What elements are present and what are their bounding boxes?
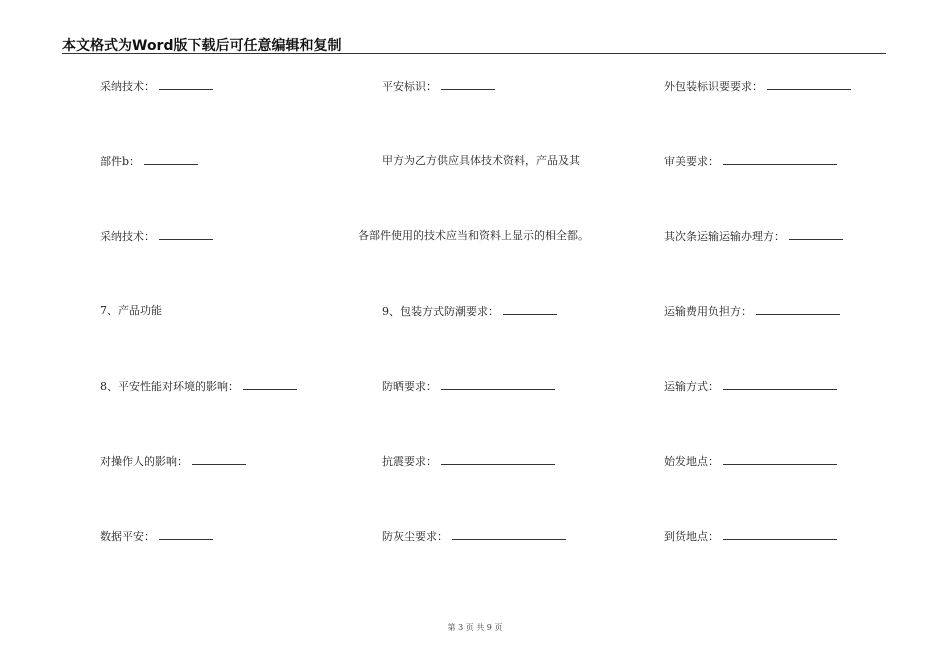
field-adopted-technology — [100, 79, 213, 94]
field-label: 到货地点： — [664, 530, 719, 543]
field-label: 对操作人的影响： — [100, 455, 188, 468]
field-outer-packaging-marking — [664, 79, 851, 94]
fill-in-blank — [192, 454, 246, 465]
fill-in-blank — [441, 454, 555, 465]
fill-in-blank — [723, 379, 837, 390]
header-divider — [62, 53, 886, 54]
field-label: 其次条运输运输办理方： — [664, 230, 785, 243]
fill-in-blank — [767, 79, 851, 90]
field-data-safety — [100, 529, 213, 544]
fill-in-blank — [144, 154, 198, 165]
field-label: 部件b： — [100, 155, 141, 168]
field-label: 9、包装方式防潮要求： — [382, 305, 499, 318]
field-label: 采纳技术： — [100, 230, 155, 243]
fill-in-blank — [723, 529, 837, 540]
fill-in-blank — [441, 79, 495, 90]
field-label: 平安标识： — [382, 80, 437, 93]
field-shockproof — [382, 454, 555, 469]
fill-in-blank — [441, 379, 555, 390]
field-transport-cost-bearer — [664, 304, 840, 319]
field-sun-protection — [382, 379, 555, 394]
field-label: 审美要求： — [664, 155, 719, 168]
field-label: 抗震要求： — [382, 455, 437, 468]
fill-in-blank — [243, 379, 297, 390]
field-origin-location — [664, 454, 837, 469]
field-label: 数据平安： — [100, 530, 155, 543]
section-heading: 7、产品功能 — [100, 304, 162, 317]
field-label: 防晒要求： — [382, 380, 437, 393]
text-components-technology — [358, 229, 589, 243]
fill-in-blank — [159, 229, 213, 240]
field-label: 8、平安性能对环境的影响： — [100, 380, 239, 393]
field-safety-marking — [382, 79, 495, 94]
field-transport-method — [664, 379, 837, 394]
field-label: 外包装标识要要求： — [664, 80, 763, 93]
field-transport-handler — [664, 229, 843, 244]
field-operator-impact — [100, 454, 246, 469]
paragraph-text: 各部件使用的技术应当和资料上显示的相全都。 — [358, 229, 589, 242]
heading-product-function — [100, 304, 162, 318]
field-environmental-impact — [100, 379, 297, 394]
field-label: 防灰尘要求： — [382, 530, 448, 543]
field-label: 采纳技术： — [100, 80, 155, 93]
document-header-title: 本文格式为Word版下载后可任意编辑和复制 — [62, 38, 342, 54]
field-component-b — [100, 154, 198, 169]
field-label: 始发地点： — [664, 455, 719, 468]
field-destination-location — [664, 529, 837, 544]
fill-in-blank — [503, 304, 557, 315]
field-aesthetic-requirement — [664, 154, 837, 169]
fill-in-blank — [723, 454, 837, 465]
field-dustproof — [382, 529, 566, 544]
field-label: 运输方式： — [664, 380, 719, 393]
fill-in-blank — [452, 529, 566, 540]
fill-in-blank — [159, 79, 213, 90]
field-adopted-technology-2 — [100, 229, 213, 244]
field-label: 运输费用负担方： — [664, 305, 752, 318]
fill-in-blank — [723, 154, 837, 165]
text-party-a-provides-info — [382, 154, 580, 168]
fill-in-blank — [789, 229, 843, 240]
fill-in-blank — [159, 529, 213, 540]
fill-in-blank — [756, 304, 840, 315]
page-number-footer: 第 3 页 共 9 页 — [447, 623, 503, 632]
field-moisture-proof-packaging — [382, 304, 557, 319]
paragraph-text: 甲方为乙方供应具体技术资料，产品及其 — [382, 154, 580, 167]
